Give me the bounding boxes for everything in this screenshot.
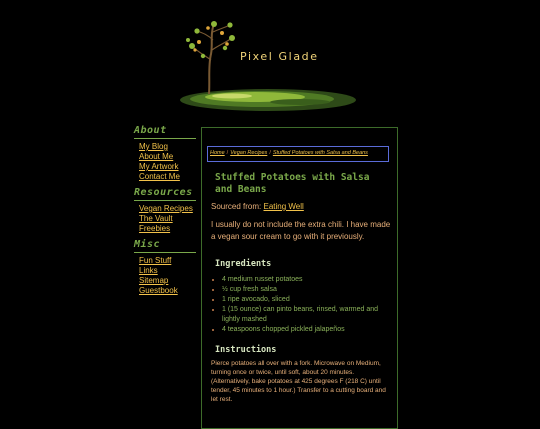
instructions-heading: Instructions bbox=[215, 345, 277, 355]
list-item: • 4 teaspoons chopped pickled jalapeños bbox=[222, 325, 393, 335]
sidebar-link-guestbook[interactable]: Guestbook bbox=[139, 286, 178, 295]
sidebar-link-vegan-recipes[interactable]: Vegan Recipes bbox=[139, 204, 193, 213]
sidebar-link-my-artwork[interactable]: My Artwork bbox=[139, 162, 179, 171]
recipe-intro: I usually do not include the extra chili. I have made a vegan sour cream to go with it previously. bbox=[211, 220, 391, 241]
sidebar-list-resources bbox=[139, 204, 196, 234]
ingredients-list bbox=[211, 275, 393, 335]
page-title: Stuffed Potatoes with Salsa and Beans bbox=[215, 172, 370, 195]
sidebar-link-the-vault[interactable]: The Vault bbox=[139, 214, 173, 223]
breadcrumb-separator: / bbox=[226, 150, 229, 156]
sidebar-link-fun-stuff[interactable]: Fun Stuff bbox=[139, 256, 172, 265]
list-item: • 4 medium russet potatoes bbox=[222, 275, 393, 285]
sidebar-link-sitemap[interactable]: Sitemap bbox=[139, 276, 169, 285]
list-item: • ½ cup fresh salsa bbox=[222, 285, 393, 295]
sidebar-list-misc bbox=[139, 256, 196, 296]
sidebar-heading-resources: Resources bbox=[134, 187, 196, 201]
sidebar-link-links[interactable]: Links bbox=[139, 266, 158, 275]
sidebar-list-about bbox=[139, 142, 196, 182]
sidebar-heading-misc: Misc bbox=[134, 239, 196, 253]
main-content bbox=[201, 127, 398, 429]
list-item: • 1 ripe avocado, sliced bbox=[222, 295, 393, 305]
instructions-text: Pierce potatoes all over with a fork. Microwave on Medium, turning once or twice, until soft, about 20 minutes. (Alternatively, bake potatoes at 425 degrees F (218 C) until tender, 45 minutes to 1 hour.) Transfer to a cutting board and let rest. bbox=[211, 360, 386, 403]
breadcrumb bbox=[207, 146, 389, 162]
source-label: Sourced from: bbox=[211, 202, 262, 211]
breadcrumb-separator: / bbox=[269, 150, 271, 156]
site-header bbox=[0, 0, 540, 120]
sidebar-link-freebies[interactable]: Freebies bbox=[139, 224, 171, 233]
ingredients-heading: Ingredients bbox=[215, 259, 272, 269]
breadcrumb-vegan-recipes[interactable]: Vegan Recipes bbox=[230, 150, 268, 156]
sidebar bbox=[134, 125, 196, 301]
site-title[interactable]: Pixel Glade bbox=[240, 50, 319, 63]
sidebar-heading-about: About bbox=[134, 125, 196, 139]
breadcrumb-current[interactable]: Stuffed Potatoes with Salsa and Beans bbox=[272, 150, 368, 156]
sidebar-link-my-blog[interactable]: My Blog bbox=[139, 142, 168, 151]
sidebar-link-about-me[interactable]: About Me bbox=[139, 152, 174, 161]
sidebar-link-contact-me[interactable]: Contact Me bbox=[139, 172, 180, 181]
source-line bbox=[211, 202, 391, 211]
list-item: • 1 (15 ounce) can pinto beans, rinsed, warmed and lightly mashed bbox=[222, 305, 393, 325]
breadcrumb-home[interactable]: Home bbox=[210, 150, 225, 156]
source-link[interactable]: Eating Well bbox=[263, 202, 304, 211]
